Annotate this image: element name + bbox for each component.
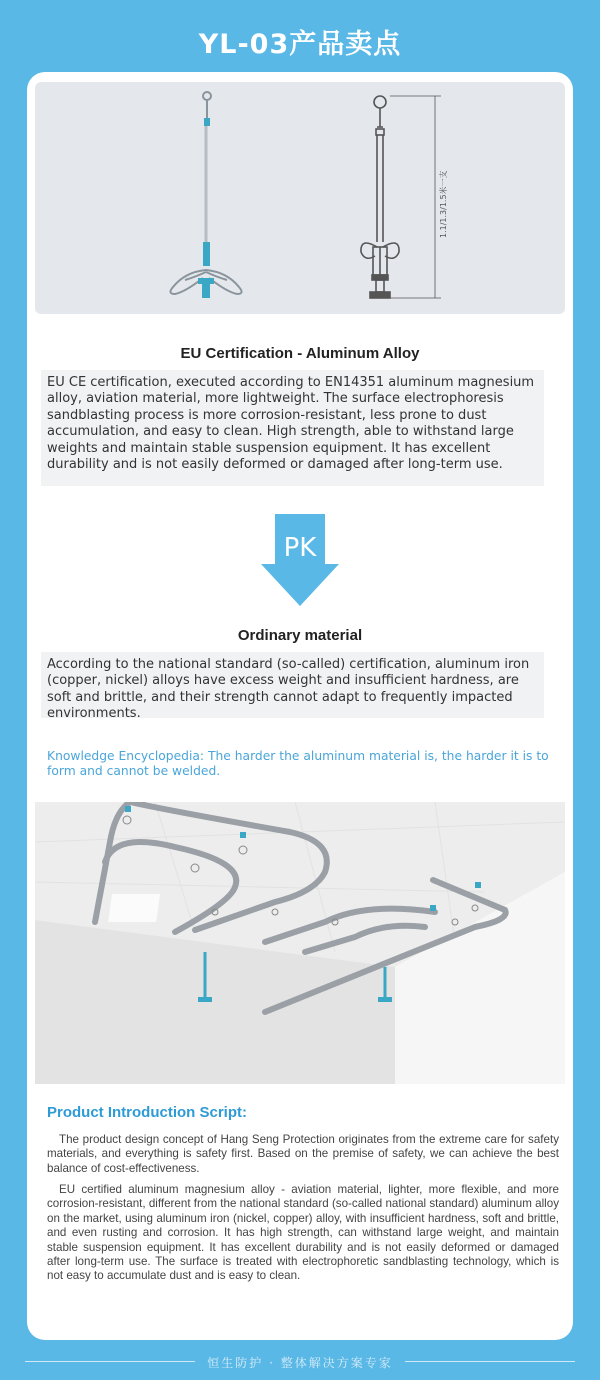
ordinary-material-title: Ordinary material: [237, 627, 363, 644]
footer-tagline: 恒生防护 · 整体解决方案专家: [207, 1356, 393, 1370]
knowledge-note: Knowledge Encyclopedia: The harder the aluminum material is, the harder it is to form and cannot be welded.: [47, 749, 549, 778]
ordinary-material-text: According to the national standard (so-called) certification, aluminum iron (copper, nickel) alloys have excess weight and insufficient hardness, are soft and brittle, and their strength cannot adapt to frequently impacted environments.: [41, 652, 544, 718]
dimension-label: 1.1/1.3/1.5米一支: [439, 170, 448, 238]
product-image: [35, 82, 565, 314]
ceiling-track-photo: [35, 802, 565, 1084]
page-title: YL-03产品卖点: [198, 29, 402, 60]
footer-divider-right: [405, 1361, 575, 1362]
iv-pole-line-drawing: [361, 96, 441, 298]
pk-label: PK: [283, 533, 317, 563]
eu-certification-title: EU Certification - Aluminum Alloy: [180, 345, 420, 362]
iv-pole-3d-illustration: [170, 92, 241, 298]
script-paragraph-1: The product design concept of Hang Seng Protection originates from the extreme care for safety materials, and everything is safety first. Based on the premise of safety, we can achieve the best balance of cost-effectiveness.: [47, 1133, 559, 1175]
script-paragraph-2: EU certified aluminum magnesium alloy - aviation material, lighter, more flexible, and more corrosion-resistant, different from the national standard (so-called national standard) aluminum alloy on the market, using aluminum iron (nickel, copper) alloy, with insufficient hardness, soft and brittle, and even rusting and corrosion. It has high strength, can withstand large weight, and maintain stable suspension equipment. It has excellent durability and is not easily deformed or damaged after long-term use. The surface is treated with electrophoretic sandblasting technology, which is not easy to accumulate dust and is easy to clean.: [47, 1183, 559, 1283]
eu-certification-text: EU CE certification, executed according to EN14351 aluminum magnesium alloy, aviation material, more lightweight. The surface electrophoresis sandblasting process is more corrosion-resistant, less prone to dust accumulation, and easy to clean. High strength, able to withstand large weights and maintain stable suspension equipment. It has excellent durability and is not easily deformed or damaged after long-term use.: [41, 370, 544, 486]
content-card: [27, 72, 573, 1340]
script-title: Product Introduction Script:: [47, 1104, 247, 1121]
